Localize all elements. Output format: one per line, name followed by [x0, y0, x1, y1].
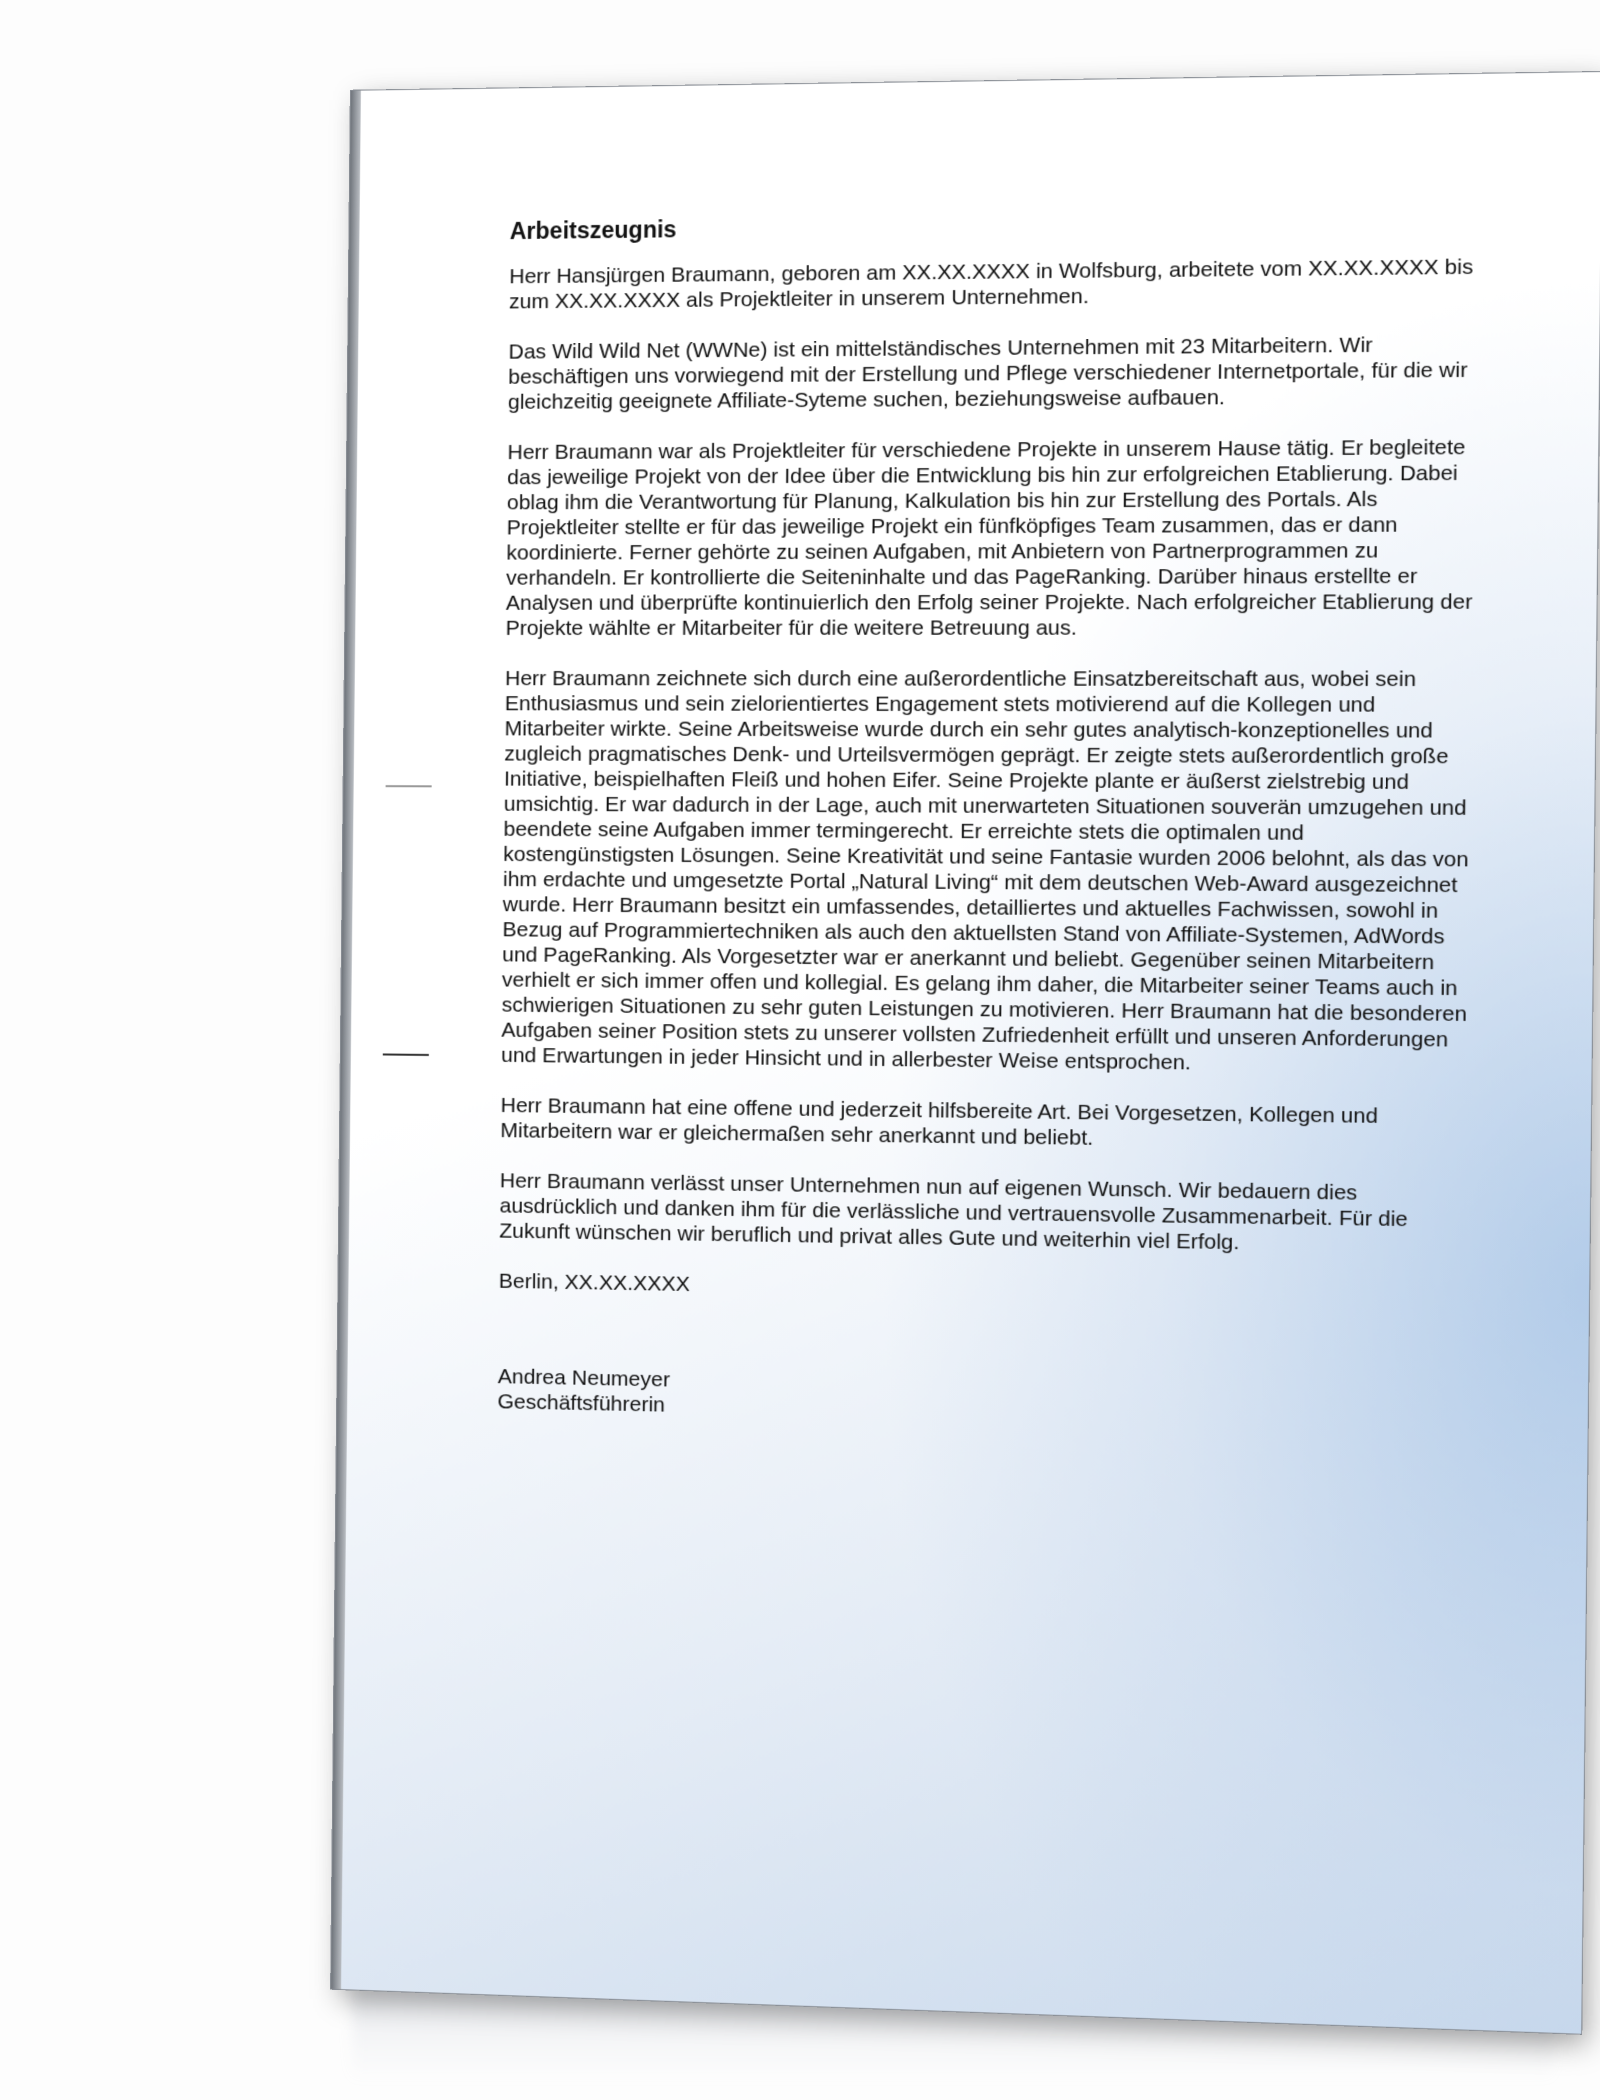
- letter-body: [497, 208, 1491, 1435]
- document-page: [330, 71, 1600, 2035]
- paragraph-conduct: Herr Braumann hat eine offene und jederzeit hilfsbereite Art. Bei Vorgesetzen, Kollegen und Mitarbeitern war er gleichermaßen sehr anerkannt und beliebt.: [500, 1093, 1378, 1150]
- signer-title: Geschäftsführerin: [497, 1390, 666, 1417]
- paragraph-intro: Herr Hansjürgen Braumann, geboren am XX.XX.XXXX in Wolfsburg, arbeitete vom XX.XX.XXXX bis zum XX.XX.XXXX als Projektleiter in unserem Unternehmen.: [508, 255, 1474, 314]
- paragraph-closing: Herr Braumann verlässt unser Unternehmen nun auf eigenen Wunsch. Wir bedauern dies ausdrücklich und danken ihm für die verlässliche und vertrauensvolle Zusammenarbeit. Für die Zukunft wünschen wir beruflich und privat alles Gute und weiterhin viel Erfolg.: [499, 1169, 1408, 1255]
- paragraph-company: Das Wild Wild Net (WWNe) ist ein mittelständisches Unternehmen mit 23 Mitarbeitern. Wir beschäftigen uns vorwiegend mit der Erstellung und Pflege verschiedener Internetportale, für die wir gleichzeitig geeignete Affiliate-Syteme suchen, beziehungsweise aufbauen.: [507, 333, 1468, 414]
- signer-name: Andrea Neumeyer: [497, 1365, 671, 1392]
- paragraph-tasks: Herr Braumann war als Projektleiter für verschiedene Projekte in unserem Hause tätig. Er begleitete das jeweilige Projekt von der Idee über die Entwicklung bis hin zur erfolgreichen Etablierung. Dabei oblag ihm die Verantwortung für Planung, Kalkulation bis hin zur Erstellung des Portals. Als Projektleiter stellte er für das jeweilige Projekt ein fünfköpfiges Team zusammen, das er dann koordinierte. Ferner gehörte zu seinen Aufgaben, mit Anbietern von Partnerprogrammen zu verhandeln. Er kontrollierte die Seiteninhalte und das PageRanking. Darüber hinaus erstellte er Analysen und überprüfte kontinuierlich den Erfolg seiner Projekte. Nach erfolgreicher Etablierung der Projekte wählte er Mitarbeiter für die weitere Betreuung aus.: [505, 435, 1473, 640]
- fold-mark: [386, 785, 432, 787]
- place-date: Berlin, XX.XX.XXXX: [498, 1269, 691, 1297]
- punch-mark: [383, 1053, 429, 1056]
- paragraph-evaluation: Herr Braumann zeichnete sich durch eine außerordentliche Einsatzbereitschaft aus, wobei sein Enthusiasmus und sein zielorientiertes Engagement stets motivierend auf die Kollegen und Mitarbeiter wirkte. Seine Arbeitsweise wurde durch ein sehr gutes analytisch-konzeptionelles und zugleich pragmatisches Denk- und Urteilsvermögen geprägt. Er zeigte stets außerordentlich große Initiative, beispielhaften Fleiß und hohen Eifer. Seine Projekte plante er äußerst zielstrebig und umsichtig. Er war dadurch in der Lage, auch mit unerwarteten Situationen souverän umzugehen und beendete seine Aufgaben immer termingerecht. Er erreichte stets die optimalen und kostengünstigsten Lösungen. Seine Kreativität und seine Fantasie wurden 2006 belohnt, als das von ihm erdachte und umgesetzte Portal „Natural Living“ mit dem deutschen Web-Award ausgezeichnet wurde. Herr Braumann besitzt ein umfassendes, detailliertes und aktuelles Fachwissen, sowohl in Bezug auf Programmiertechniken als auch den aktuellsten Stand von Affiliate-Systemen, AdWords und PageRanking. Als Vorgesetzter war er anerkannt und beliebt. Gegenüber seinen Mitarbeitern verhielt er sich immer offen und kollegial. Es gelang ihm daher, die Mitarbeiter seiner Teams auch in schwierigen Situationen zu sehr guten Leistungen zu motivieren. Herr Braumann hat die besonderen Aufgaben seiner Position stets zu unserer vollsten Zufriedenheit erfüllt und unseren Anforderungen und Erwartungen in jeder Hinsicht und in allerbester Weise entsprochen.: [501, 667, 1469, 1075]
- document-title: Arbeitszeugnis: [509, 216, 677, 245]
